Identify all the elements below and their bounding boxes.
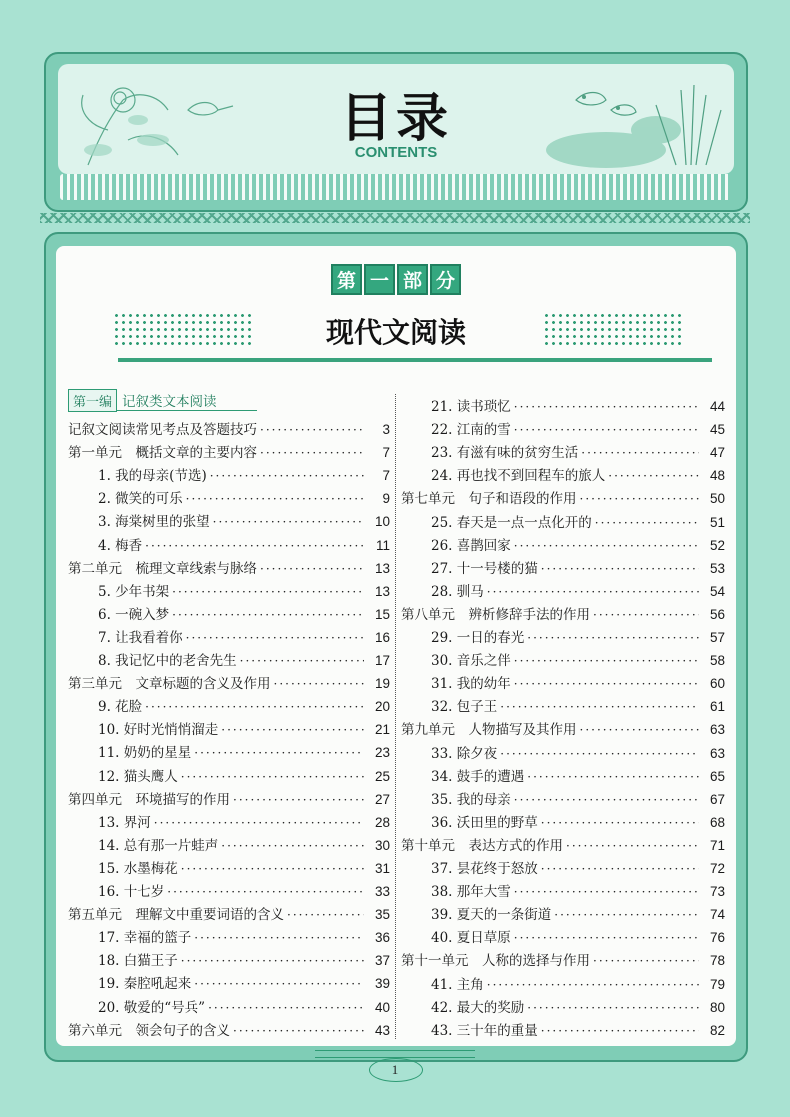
toc-title: 目录: [339, 89, 452, 149]
toc-entry: [68, 603, 390, 625]
entry-leader-dots: [595, 516, 699, 530]
entry-leader-dots: [514, 793, 699, 807]
entry-title: 43. 三十年的重量: [431, 1022, 538, 1039]
toc-entry: [401, 1019, 725, 1041]
entry-title: 第七单元 句子和语段的作用: [401, 491, 577, 508]
entry-title: 38. 那年大雪: [431, 884, 511, 901]
entry-title: 17. 幸福的篮子: [98, 930, 192, 947]
entry-title: 12. 猫头鹰人: [98, 768, 178, 785]
entry-leader-dots: [593, 608, 699, 622]
entry-leader-dots: [593, 954, 699, 968]
entry-page: 48: [709, 468, 725, 484]
entry-leader-dots: [221, 723, 364, 737]
toc-entry: [68, 857, 390, 879]
toc-entry: [68, 880, 390, 902]
entry-page: 30: [374, 837, 390, 853]
entry-page: 37: [374, 953, 390, 969]
entry-leader-dots: [213, 515, 364, 529]
entry-title: 13. 界河: [98, 814, 151, 831]
entry-leader-dots: [541, 1024, 699, 1038]
entry-page: 80: [709, 999, 725, 1015]
entry-title: 33. 除夕夜: [431, 745, 498, 762]
toc-entry: [401, 811, 725, 833]
toc-entry: [68, 718, 390, 740]
entry-leader-dots: [221, 839, 364, 853]
entry-page: 19: [374, 676, 390, 692]
entry-page: 67: [709, 791, 725, 807]
toc-entry: [401, 788, 725, 810]
entry-leader-dots: [154, 816, 364, 830]
toc-entry: [68, 765, 390, 787]
toc-entry: [401, 695, 725, 717]
footer-ornament: [315, 1050, 475, 1058]
entry-leader-dots: [274, 677, 365, 691]
entry-leader-dots: [487, 978, 699, 992]
toc-unit-entry: [401, 487, 725, 509]
entry-title: 15. 水墨梅花: [98, 860, 178, 877]
entry-leader-dots: [527, 1001, 699, 1015]
entry-title: 37. 昙花终于怒放: [431, 861, 538, 877]
entry-title: 6. 一碗入梦: [98, 606, 170, 623]
entry-page: 82: [709, 1022, 725, 1038]
toc-unit-entry: [68, 557, 390, 579]
entry-leader-dots: [514, 885, 699, 899]
entry-title: 21. 读书琐忆: [431, 399, 511, 415]
toc-entry: [68, 464, 390, 486]
entry-title: 36. 沃田里的野草: [431, 814, 538, 831]
toc-entry: [401, 903, 725, 925]
entry-title: 39. 夏天的一条街道: [431, 907, 552, 924]
entry-title: 第六单元 领会句子的含义: [68, 1022, 230, 1039]
column-divider: [395, 394, 396, 1039]
entry-page: 10: [374, 514, 390, 530]
entry-leader-dots: [181, 954, 364, 968]
entry-title: 记叙文阅读常见考点及答题技巧: [68, 422, 257, 438]
part-char: 分: [430, 264, 461, 295]
entry-leader-dots: [608, 469, 699, 483]
toc-unit-entry: [68, 903, 390, 925]
entry-page: 45: [709, 422, 725, 438]
entry-title: 第三单元 文章标题的含义及作用: [68, 676, 271, 693]
toc-entry: [401, 765, 725, 787]
entry-title: 第十单元 表达方式的作用: [401, 837, 563, 854]
entry-leader-dots: [260, 446, 364, 460]
entry-leader-dots: [527, 770, 699, 784]
entry-leader-dots: [181, 770, 364, 784]
entry-title: 24. 再也找不到回程车的旅人: [431, 468, 606, 485]
toc-entry: [68, 811, 390, 833]
entry-page: 72: [709, 861, 725, 876]
entry-title: 1. 我的母亲(节选): [98, 468, 207, 485]
entry-leader-dots: [541, 562, 699, 576]
entry-page: 11: [375, 537, 390, 553]
entry-page: 17: [374, 653, 390, 668]
toc-entry: [401, 880, 725, 902]
entry-leader-dots: [194, 746, 364, 760]
entry-page: 27: [374, 791, 390, 807]
entry-title: 16. 十七岁: [98, 884, 165, 900]
entry-title: 29. 一日的春光: [431, 630, 525, 646]
entry-page: 71: [709, 837, 725, 853]
entry-title: 31. 我的幼年: [431, 676, 511, 693]
toc-unit-entry: [68, 418, 390, 440]
entry-title: 第四单元 环境描写的作用: [68, 791, 230, 808]
toc-unit-entry: [68, 672, 390, 694]
toc-entry: [68, 949, 390, 971]
entry-leader-dots: [514, 423, 699, 437]
part-heading: [56, 264, 736, 295]
toc-entry: [401, 557, 725, 579]
entry-leader-dots: [514, 931, 699, 945]
entry-leader-dots: [167, 885, 364, 899]
entry-leader-dots: [260, 423, 364, 437]
entry-page: 13: [374, 560, 390, 576]
toc-entry: [68, 649, 390, 671]
entry-page: 60: [709, 676, 725, 692]
toc-entry: [401, 973, 725, 995]
entry-title: 19. 秦腔吼起来: [98, 976, 192, 993]
entry-page: 57: [709, 630, 725, 645]
entry-leader-dots: [186, 492, 364, 506]
toc-entry: [68, 510, 390, 532]
toc-entry: [401, 672, 725, 694]
toc-entry: [401, 742, 725, 764]
entry-page: 79: [709, 976, 725, 992]
entry-page: 40: [374, 999, 390, 1015]
toc-unit-entry: [68, 441, 390, 463]
toc-entry: [68, 580, 390, 602]
entry-page: 9: [382, 491, 390, 507]
entry-page: 63: [709, 745, 725, 761]
entry-title: 4. 梅香: [98, 537, 143, 554]
entry-title: 8. 我记忆中的老舍先生: [98, 653, 237, 669]
part-char: 部: [397, 264, 428, 295]
entry-page: 23: [374, 745, 390, 761]
entry-title: 14. 总有那一片蛙声: [98, 837, 219, 854]
entry-title: 第二单元 梳理文章线索与脉络: [68, 560, 257, 577]
toc-subtitle: CONTENTS: [354, 144, 438, 161]
toc-entry: [401, 464, 725, 486]
toc-entry: [68, 926, 390, 948]
entry-title: 30. 音乐之伴: [431, 653, 511, 670]
entry-leader-dots: [260, 562, 364, 576]
entry-page: 65: [709, 768, 725, 784]
entry-page: 53: [709, 560, 725, 576]
entry-title: 40. 夏日草原: [431, 930, 511, 947]
entry-leader-dots: [186, 631, 364, 645]
entry-page: 76: [709, 930, 725, 946]
toc-entry: [401, 511, 725, 533]
toc-entry: [401, 626, 725, 648]
entry-page: 21: [374, 722, 390, 738]
header-panel: [44, 52, 748, 212]
toc-entry: [401, 996, 725, 1018]
entry-page: 13: [374, 583, 390, 599]
entry-page: 74: [709, 907, 725, 923]
toc-unit-entry: [401, 603, 725, 625]
toc-entry: [68, 534, 390, 556]
toc-entry: [401, 649, 725, 671]
entry-leader-dots: [514, 654, 699, 668]
entry-page: 7: [382, 468, 390, 484]
header-banner: [58, 64, 734, 174]
entry-page: 43: [374, 1022, 390, 1038]
toc-entry: [68, 972, 390, 994]
part-char: 一: [364, 264, 395, 295]
toc-entry: [401, 857, 725, 879]
entry-title: 26. 喜鹊回家: [431, 537, 511, 554]
entry-leader-dots: [554, 908, 699, 922]
part-title: 现代文阅读: [325, 316, 466, 349]
toc-unit-entry: [68, 1019, 390, 1041]
entry-leader-dots: [181, 862, 364, 876]
entry-title: 34. 鼓手的遭遇: [431, 768, 525, 785]
toc-entry: [401, 441, 725, 463]
entry-page: 56: [709, 606, 725, 622]
entry-page: 73: [709, 884, 725, 900]
toc-unit-entry: [401, 949, 725, 971]
entry-page: 3: [382, 422, 390, 437]
entry-page: 28: [374, 814, 390, 830]
entry-page: 44: [709, 399, 725, 414]
entry-leader-dots: [145, 700, 364, 714]
content-panel: [44, 232, 748, 1062]
entry-title: 32. 包子王: [431, 699, 498, 716]
entry-page: 20: [374, 699, 390, 715]
page-number: 1: [391, 1062, 399, 1077]
entry-title: 25. 春天是一点一点化开的: [431, 514, 592, 531]
toc-entry: [401, 580, 725, 602]
entry-leader-dots: [514, 677, 699, 691]
entry-leader-dots: [500, 700, 699, 714]
entry-leader-dots: [172, 608, 364, 622]
content-page: [56, 246, 736, 1046]
entry-title: 28. 驯马: [431, 583, 484, 600]
decorative-stripes: [60, 174, 732, 200]
section-name: 记叙类文本阅读: [117, 390, 257, 411]
toc-entry: [68, 741, 390, 763]
toc-entry: [401, 534, 725, 556]
entry-title: 7. 让我看着你: [98, 629, 183, 646]
toc-entry: [401, 926, 725, 948]
entry-leader-dots: [210, 469, 364, 483]
entry-leader-dots: [514, 539, 699, 553]
toc-entry: [68, 834, 390, 856]
entry-leader-dots: [287, 908, 364, 922]
entry-leader-dots: [566, 839, 699, 853]
entry-page: 35: [374, 907, 390, 923]
entry-leader-dots: [240, 654, 364, 668]
entry-page: 61: [709, 699, 725, 715]
entry-title: 9. 花脸: [98, 699, 143, 716]
entry-leader-dots: [580, 492, 700, 506]
entry-leader-dots: [208, 1001, 364, 1015]
entry-page: 7: [382, 445, 390, 461]
entry-title: 5. 少年书架: [98, 583, 170, 600]
entry-title: 第五单元 理解文中重要词语的含义: [68, 907, 284, 924]
entry-leader-dots: [487, 585, 699, 599]
entry-leader-dots: [145, 539, 364, 553]
entry-leader-dots: [581, 446, 699, 460]
toc-entry: [401, 395, 725, 417]
section-tag: 第一编: [68, 389, 117, 412]
toc-entry: [68, 996, 390, 1018]
entry-page: 31: [374, 860, 390, 876]
entry-title: 3. 海棠树里的张望: [98, 514, 210, 531]
title-underline: [118, 358, 712, 362]
entry-page: 78: [709, 953, 725, 969]
entry-title: 第九单元 人物描写及其作用: [401, 722, 577, 739]
entry-title: 22. 江南的雪: [431, 422, 511, 439]
entry-page: 33: [374, 884, 390, 899]
section-heading: [68, 389, 257, 411]
entry-leader-dots: [580, 723, 700, 737]
part-char: 第: [331, 264, 362, 295]
entry-title: 第十一单元 人称的选择与作用: [401, 953, 590, 970]
entry-title: 23. 有滋有味的贫穷生活: [431, 445, 579, 462]
entry-page: 52: [709, 537, 725, 553]
toc-unit-entry: [401, 834, 725, 856]
entry-leader-dots: [233, 793, 364, 807]
entry-title: 第一单元 概括文章的主要内容: [68, 445, 257, 462]
entry-leader-dots: [527, 631, 699, 645]
entry-leader-dots: [194, 977, 364, 991]
entry-title: 20. 敬爱的“号兵”: [98, 999, 206, 1016]
entry-leader-dots: [172, 585, 364, 599]
entry-title: 10. 好时光悄悄溜走: [98, 722, 219, 739]
entry-title: 41. 主角: [431, 976, 484, 993]
toc-entry: [401, 418, 725, 440]
entry-leader-dots: [541, 862, 699, 876]
entry-page: 68: [709, 814, 725, 830]
toc-unit-entry: [68, 788, 390, 810]
entry-leader-dots: [194, 931, 364, 945]
entry-title: 42. 最大的奖励: [431, 999, 525, 1016]
entry-title: 2. 微笑的可乐: [98, 491, 183, 508]
entry-page: 54: [709, 583, 725, 599]
entry-leader-dots: [541, 816, 699, 830]
decorative-divider: [40, 213, 750, 223]
toc-entry: [68, 626, 390, 648]
entry-title: 18. 白猫王子: [98, 953, 178, 970]
entry-title: 第八单元 辨析修辞手法的作用: [401, 606, 590, 623]
entry-leader-dots: [233, 1024, 364, 1038]
entry-leader-dots: [500, 747, 699, 761]
entry-page: 39: [374, 976, 390, 992]
entry-page: 58: [709, 653, 725, 669]
entry-page: 15: [374, 606, 390, 622]
toc-unit-entry: [401, 718, 725, 740]
entry-page: 16: [374, 629, 390, 645]
entry-page: 47: [709, 445, 725, 461]
entry-page: 63: [709, 722, 725, 738]
entry-title: 35. 我的母亲: [431, 791, 511, 808]
entry-title: 11. 奶奶的星星: [98, 745, 192, 762]
entry-leader-dots: [514, 400, 699, 414]
entry-page: 25: [374, 768, 390, 784]
toc-entry: [68, 695, 390, 717]
entry-page: 50: [709, 491, 725, 507]
entry-page: 51: [709, 514, 725, 530]
toc-entry: [68, 487, 390, 509]
entry-title: 27. 十一号楼的猫: [431, 560, 538, 577]
entry-page: 36: [374, 930, 390, 946]
